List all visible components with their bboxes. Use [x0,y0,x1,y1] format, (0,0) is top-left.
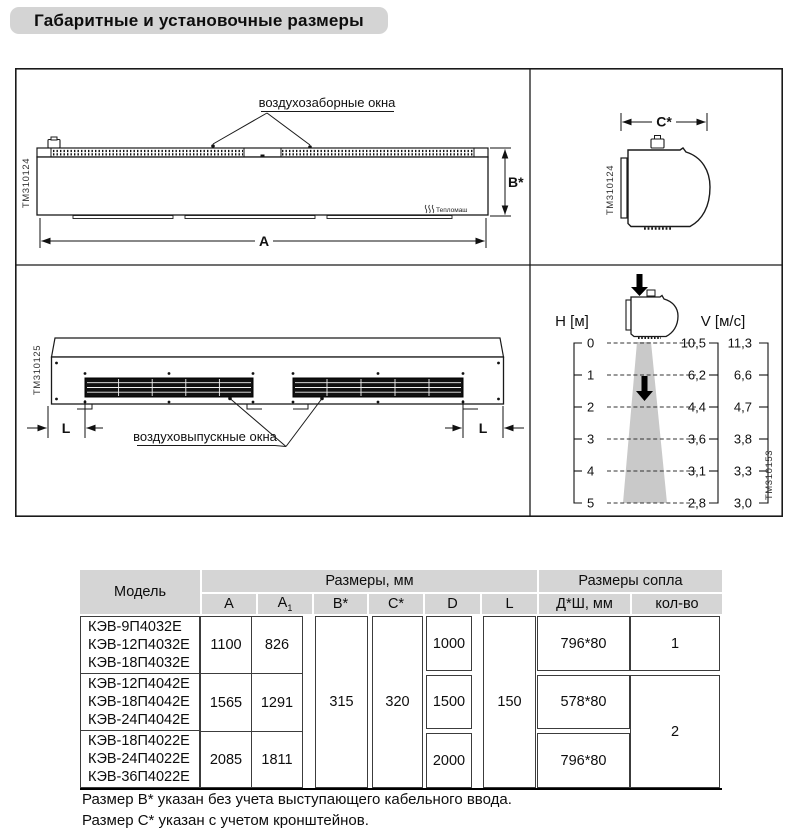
bottom-view-unit [52,338,504,409]
panel-frame [16,69,782,516]
drawing-code-front: ТМ310124 [21,157,32,209]
cell-nozzle-3: 796*80 [537,733,630,788]
front-view [21,95,524,249]
table-header-d: D [425,594,480,614]
cell-a1-2: 1291 [251,674,302,731]
svg-text:6,2: 6,2 [687,367,706,383]
svg-text:3: 3 [587,431,595,447]
cell-nozzle-2: 578*80 [537,675,630,729]
table-header-b: B* [314,594,367,614]
svg-text:4,4: 4,4 [687,399,706,415]
airflow-unit [626,290,678,338]
footnote-c: Размер C* указан с учетом кронштейнов. [82,812,369,829]
leader-dot [320,397,324,401]
air-jet-cone [623,342,667,503]
dim-a-label: A [258,233,270,249]
h-scale-labels [587,336,594,511]
svg-text:6,6: 6,6 [733,367,752,383]
logo-text: Тепломаш [436,207,468,214]
svg-text:3,1: 3,1 [687,463,706,479]
svg-text:3,3: 3,3 [733,463,752,479]
cell-c-shared: 320 [372,616,423,788]
table-header-l: L [482,594,537,614]
dimension-c [621,113,707,131]
footnote-b: Размер B* указан без учета выступающего кабельного ввода. [82,791,512,808]
cell-a-2: 1565 [209,694,243,711]
dimension-a [40,218,486,249]
cell-nozzle-1: 796*80 [537,616,630,671]
leader-dot [211,144,215,148]
cell-count-1: 1 [630,616,720,671]
cable-gland [48,140,60,149]
cell-b-shared: 315 [315,616,368,788]
outlet-windows-label: воздуховыпускные окна [133,429,277,444]
cell-count-2-3: 2 [630,675,720,788]
table-model-column [80,616,200,788]
model-group-1: КЭВ-9П4032Е КЭВ-12П4032Е КЭВ-18П4032Е [88,619,190,671]
dim-l-left-label: L [61,420,71,436]
dimension-b [490,148,524,216]
dim-l-right-label: L [478,420,488,436]
cell-a1-1: 826 [251,617,302,673]
svg-text:2: 2 [587,399,595,415]
leader-dot [228,397,232,401]
svg-text:4: 4 [587,463,595,479]
table-header-a: A [202,594,256,614]
cell-a1-3: 1811 [251,732,302,787]
model-group-2: КЭВ-12П4042Е КЭВ-18П4042Е КЭВ-24П4042Е [81,673,199,730]
svg-text:1: 1 [587,367,595,383]
side-view [605,113,710,229]
intake-windows-label: воздухозаборные окна [258,95,396,110]
cell-a-a1-group-3 [200,731,303,788]
svg-text:3,0: 3,0 [733,495,752,511]
drawing-panel [15,68,783,517]
svg-text:10,5: 10,5 [680,335,706,351]
table-header-a1: $A_1$ [258,594,312,614]
cell-a-a1-group-2 [200,673,303,732]
outlet-grille-right [293,378,463,397]
dim-c-label: C* [656,113,672,130]
front-panel [37,157,488,215]
cell-a-3: 2085 [209,751,243,768]
side-view-unit [621,136,710,229]
down-arrow-top [631,274,648,296]
svg-text:3,6: 3,6 [687,431,706,447]
technical-drawing-svg [15,68,783,517]
svg-text:5: 5 [587,495,595,511]
svg-text:3,8: 3,8 [733,431,752,447]
svg-text:11,3: 11,3 [727,335,752,351]
cell-d-2: 1500 [426,675,472,729]
drawing-code-side: ТМ310124 [605,164,616,216]
model-group-3: КЭВ-18П4022Е КЭВ-24П4022Е КЭВ-36П4022Е [81,730,199,787]
cell-a-1: 1100 [210,637,242,653]
dim-b-label: B* [508,174,524,190]
drawing-code-airflow: ТМ310153 [764,449,775,501]
table-header-c: C* [369,594,423,614]
cell-d-3: 2000 [426,733,472,788]
svg-text:2,8: 2,8 [687,495,706,511]
cable-gland [651,139,664,148]
drawing-code-bottom: ТМ310125 [32,344,43,396]
v-axis-title: V [м/с] [700,313,746,330]
mounting-bracket [621,158,627,218]
h-axis-title: H [м] [555,313,589,330]
table-header-nozzle-group: Размеры сопла [539,570,722,592]
page-title [10,7,388,34]
outlet-grille-left [85,378,253,397]
cell-d-1: 1000 [426,616,472,671]
bottom-view [27,338,524,447]
table-header-count: кол-во [632,594,722,614]
footnotes [82,789,512,831]
dimension-l-right [445,400,524,438]
cell-a-a1-group-1 [200,616,303,674]
front-view-unit [37,137,488,219]
airflow-diagram [555,274,775,511]
table-header-model: Модель [80,570,200,614]
cell-l-shared: 150 [483,616,536,788]
svg-text:4,7: 4,7 [733,399,752,415]
v2-scale-labels [728,336,752,511]
page-title-text: Габаритные и установочные размеры [34,10,364,30]
svg-text:0: 0 [587,335,595,351]
table-header-dimensions-group: Размеры, мм [202,570,537,592]
table-header-nozzle-size: Д*Ш, мм [539,594,630,614]
v1-scale-labels [681,336,706,511]
